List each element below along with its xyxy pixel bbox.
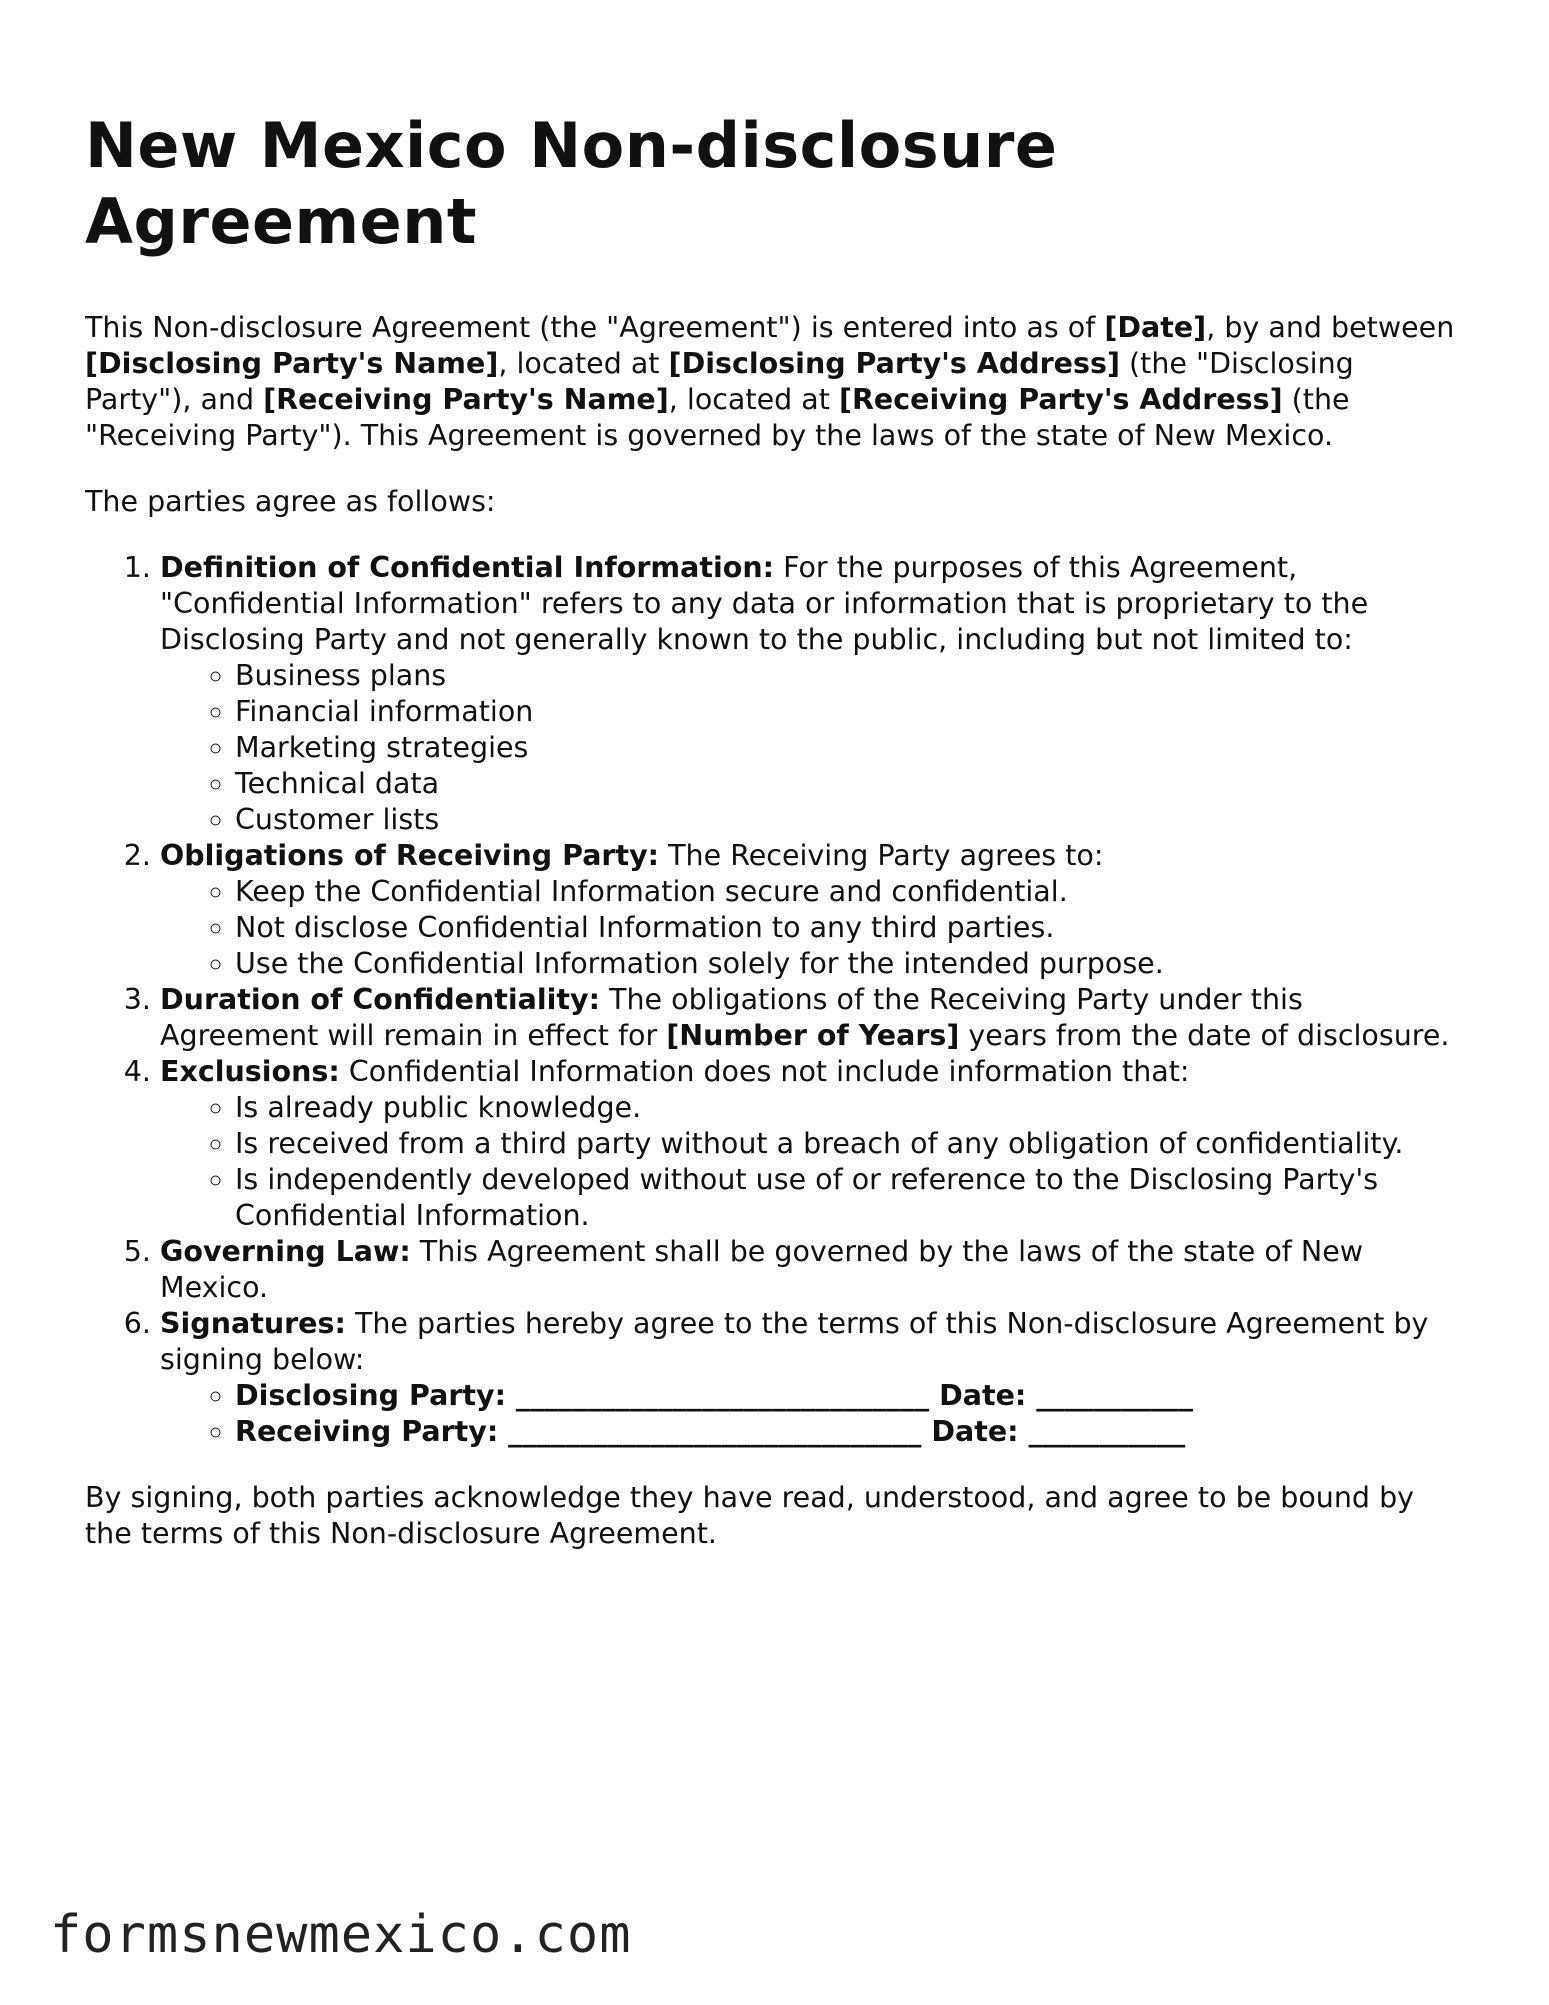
intro-text-6: (the "Receiving Party"). This Agreement is governed by the laws of the state of New Mexico. — [85, 383, 1350, 452]
section-signatures — [160, 1306, 1465, 1450]
section-obligations — [160, 838, 1465, 982]
section-heading: Exclusions: — [160, 1055, 340, 1088]
list-item: ◦ Technical data — [235, 766, 1465, 802]
section-heading: Definition of Confidential Information: — [160, 551, 775, 584]
section-text: Confidential Information does not include information that: — [339, 1055, 1190, 1088]
section-duration — [160, 982, 1465, 1054]
document-page — [85, 108, 1465, 1552]
lead-text: The parties agree as follows: — [85, 485, 496, 518]
list-item: ◦ Marketing strategies — [235, 730, 1465, 766]
disclosing-name-placeholder: [Disclosing Party's Name] — [85, 347, 499, 380]
signature-label: Receiving Party: _____________________________ Date: ___________ — [235, 1415, 1186, 1448]
list-item: ◦ Use the Confidential Information solely for the intended purpose. — [235, 946, 1465, 982]
section-heading: Obligations of Receiving Party: — [160, 839, 660, 872]
section-heading: Governing Law: — [160, 1235, 411, 1268]
closing-paragraph: By signing, both parties acknowledge they have read, understood, and agree to be bound by the terms of this Non-disclosure Agreement. — [85, 1481, 1415, 1550]
sections-list — [85, 550, 1465, 1450]
sub-list — [160, 658, 1465, 838]
list-item: ◦ Customer lists — [235, 802, 1465, 838]
list-item: ◦ Is received from a third party without a breach of any obligation of confidentiality. — [235, 1126, 1465, 1162]
sub-list — [160, 874, 1465, 982]
section-exclusions — [160, 1054, 1465, 1234]
intro-paragraph — [85, 310, 1465, 454]
date-placeholder: [Date] — [1104, 311, 1207, 344]
intro-text-5: , located at — [668, 383, 839, 416]
section-text: The Receiving Party agrees to: — [659, 839, 1104, 872]
list-item: ◦ Financial information — [235, 694, 1465, 730]
signature-label: Disclosing Party: _____________________________ Date: ___________ — [235, 1379, 1193, 1412]
section-governing-law — [160, 1234, 1465, 1306]
footer-watermark: formsnewmexico.com — [50, 1905, 632, 1965]
receiving-address-placeholder: [Receiving Party's Address] — [838, 383, 1283, 416]
disclosing-address-placeholder: [Disclosing Party's Address] — [668, 347, 1120, 380]
list-item: ◦ Not disclose Confidential Information to any third parties. — [235, 910, 1465, 946]
section-text: years from the date of disclosure. — [959, 1019, 1450, 1052]
signature-list — [160, 1378, 1465, 1450]
intro-text-1: This Non-disclosure Agreement (the "Agreement") is entered into as of — [85, 311, 1105, 344]
section-heading: Signatures: — [160, 1307, 346, 1340]
section-heading: Duration of Confidentiality: — [160, 983, 601, 1016]
list-item: ◦ Keep the Confidential Information secure and confidential. — [235, 874, 1465, 910]
sub-list — [160, 1090, 1465, 1234]
list-item: ◦ Is already public knowledge. — [235, 1090, 1465, 1126]
signature-line-receiving — [235, 1414, 1465, 1450]
document-title: New Mexico Non-disclosure Agreement — [85, 109, 1058, 258]
list-item: ◦ Is independently developed without use of or reference to the Disclosing Party's Confidential Information. — [235, 1162, 1465, 1234]
intro-text-2: , by and between — [1206, 311, 1455, 344]
section-text: For the purposes of this Agreement, "Confidential Information" refers to any data or information that is proprietary to the Disclosing Party and not generally known to the public, including but not limited to: — [160, 551, 1369, 656]
signature-line-disclosing — [235, 1378, 1465, 1414]
years-placeholder: [Number of Years] — [666, 1019, 960, 1052]
receiving-name-placeholder: [Receiving Party's Name] — [263, 383, 669, 416]
list-item: ◦ Business plans — [235, 658, 1465, 694]
intro-text-3: , located at — [498, 347, 669, 380]
section-text: This Agreement shall be governed by the laws of the state of New Mexico. — [160, 1235, 1364, 1304]
section-text: The obligations of the Receiving Party under this Agreement will remain in effect for — [160, 983, 1303, 1052]
section-text: The parties hereby agree to the terms of this Non-disclosure Agreement by signing below: — [160, 1307, 1429, 1376]
intro-text-4: (the "Disclosing Party"), and — [85, 347, 1354, 416]
section-definition — [160, 550, 1465, 838]
